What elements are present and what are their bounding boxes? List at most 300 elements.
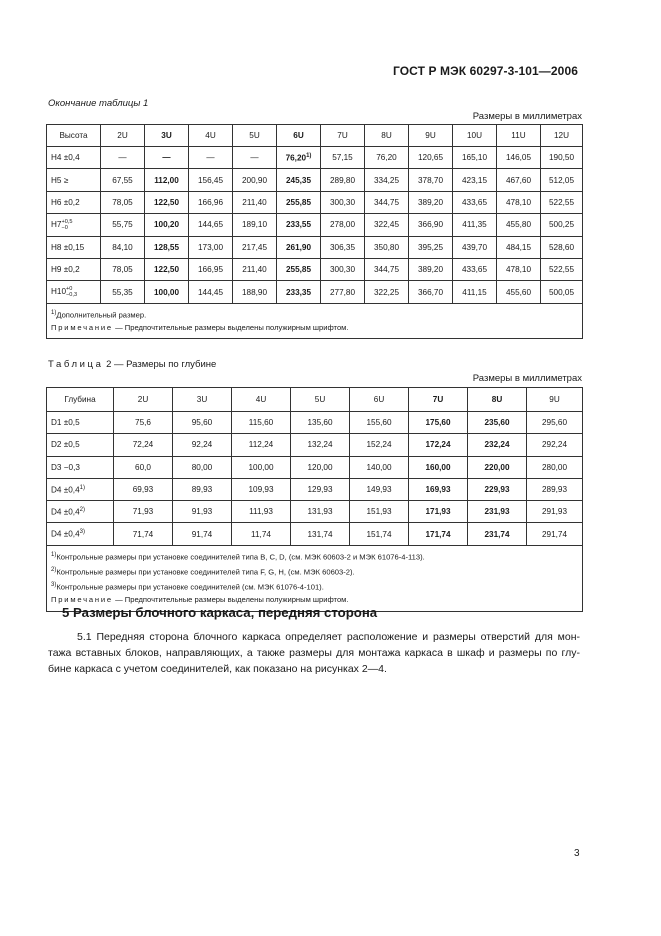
table2-cell: 72,24 bbox=[114, 434, 173, 456]
table1-cell bbox=[321, 147, 365, 169]
table1-cell bbox=[409, 147, 453, 169]
table2-cell: 120,00 bbox=[291, 456, 350, 478]
cell-value: 255,85 bbox=[285, 265, 312, 275]
tolerance-lower: −0 bbox=[61, 224, 68, 231]
note-text: — Предпочтительные размеры выделены полужирным шрифтом. bbox=[112, 322, 349, 332]
table2-header-cell: 4U bbox=[232, 388, 291, 412]
paragraph-line: тажа вставных блоков, направляющих, а также размеры для монтажа каркаса в шкаф и размеры по глу- bbox=[48, 646, 580, 659]
table1-cell bbox=[541, 147, 583, 169]
row-label-text: D4 ±0,4 bbox=[51, 530, 80, 539]
cell-value: 166,95 bbox=[197, 265, 224, 275]
cell-value: 189,10 bbox=[241, 220, 268, 230]
table1-cell bbox=[277, 191, 321, 213]
table1-cell bbox=[189, 147, 233, 169]
tolerance-stack bbox=[66, 286, 77, 298]
table2-footnote bbox=[51, 579, 578, 594]
table1-continuation-caption: Окончание таблицы 1 bbox=[48, 98, 149, 109]
cell-value: 144,65 bbox=[197, 220, 224, 230]
table2-cell: 232,24 bbox=[468, 434, 527, 456]
table2-cell: 131,74 bbox=[291, 523, 350, 545]
table1-cell bbox=[365, 281, 409, 303]
cell-value: 366,90 bbox=[417, 220, 444, 230]
table1-cell bbox=[189, 191, 233, 213]
table2-cell: 160,00 bbox=[409, 456, 468, 478]
table2-row-label bbox=[47, 523, 114, 545]
table1-header-cell: 12U bbox=[541, 125, 583, 147]
footnote-text: Контрольные размеры при установке соединителей (см. МЭК 61076-4-101). bbox=[56, 582, 324, 592]
table1-cell bbox=[101, 169, 145, 191]
table1-header-row bbox=[47, 125, 583, 147]
table2-row-label bbox=[47, 501, 114, 523]
cell-value: 411,35 bbox=[462, 220, 487, 230]
table2-caption bbox=[48, 359, 216, 370]
table1-cell bbox=[101, 214, 145, 236]
cell-value: 528,60 bbox=[548, 242, 575, 252]
cell-value: 200,90 bbox=[241, 175, 268, 185]
table1-header-cell: Высота bbox=[47, 125, 101, 147]
table2-cell: 152,24 bbox=[350, 434, 409, 456]
cell-value: 255,85 bbox=[285, 197, 312, 207]
cell-value: 455,60 bbox=[505, 287, 532, 297]
table1-cell bbox=[101, 236, 145, 258]
table2-row bbox=[47, 412, 583, 434]
table2-cell: 60,0 bbox=[114, 456, 173, 478]
table2-cell: 131,93 bbox=[291, 501, 350, 523]
table2-row-label bbox=[47, 434, 114, 456]
table2-footnote bbox=[51, 549, 578, 564]
table2-cell: 171,74 bbox=[409, 523, 468, 545]
cell-value: 165,10 bbox=[461, 153, 488, 163]
table1-cell bbox=[541, 214, 583, 236]
table2-header-cell: 9U bbox=[527, 388, 583, 412]
table1-cell bbox=[497, 191, 541, 213]
footnote-ref: 1) bbox=[79, 484, 85, 491]
table1-cell bbox=[277, 214, 321, 236]
table1-row bbox=[47, 281, 583, 303]
table2-cell: 151,93 bbox=[350, 501, 409, 523]
table2-header-row bbox=[47, 388, 583, 412]
table2-row-label bbox=[47, 456, 114, 478]
cell-value: 306,35 bbox=[329, 242, 356, 252]
table2-cell: 115,60 bbox=[232, 412, 291, 434]
cell-value: 334,25 bbox=[373, 175, 400, 185]
table1-row-label bbox=[47, 281, 101, 303]
table2-cell: 111,93 bbox=[232, 501, 291, 523]
cell-value: 344,75 bbox=[373, 265, 400, 275]
cell-value: 55,35 bbox=[112, 287, 133, 297]
cell-value: 411,15 bbox=[462, 287, 487, 297]
cell-value: 522,55 bbox=[548, 265, 575, 275]
table1-header-cell: 9U bbox=[409, 125, 453, 147]
tolerance-upper: +0 bbox=[66, 286, 73, 293]
cell-value: 289,80 bbox=[329, 175, 356, 185]
row-label-text: H5 ≥ bbox=[51, 175, 69, 185]
cell-value: 128,55 bbox=[153, 242, 180, 252]
cell-value: 389,20 bbox=[417, 265, 444, 275]
table1-cell bbox=[409, 169, 453, 191]
table1-cell bbox=[145, 258, 189, 280]
table2-cell: 172,24 bbox=[409, 434, 468, 456]
footnote-mark: 1) bbox=[51, 551, 57, 558]
table1-row bbox=[47, 147, 583, 169]
table1-cell bbox=[189, 214, 233, 236]
table1-cell bbox=[233, 258, 277, 280]
cell-value: 122,50 bbox=[153, 265, 180, 275]
table1-cell bbox=[189, 236, 233, 258]
table1-row bbox=[47, 169, 583, 191]
table1-cell bbox=[321, 258, 365, 280]
table2-depths bbox=[46, 387, 583, 612]
cell-value: 512,05 bbox=[548, 175, 575, 185]
table2-row bbox=[47, 478, 583, 500]
row-label-text: H9 ±0,2 bbox=[51, 265, 80, 275]
cell-value: 350,80 bbox=[373, 242, 400, 252]
table2-cell: 175,60 bbox=[409, 412, 468, 434]
table1-cell bbox=[277, 147, 321, 169]
cell-value: 112,00 bbox=[154, 175, 179, 185]
table1-cell bbox=[497, 169, 541, 191]
table1-row-label bbox=[47, 191, 101, 213]
table1-cell bbox=[409, 258, 453, 280]
table2-cell: 295,60 bbox=[527, 412, 583, 434]
table1-cell bbox=[453, 191, 497, 213]
table1-cell bbox=[409, 191, 453, 213]
table2-cell: 69,93 bbox=[114, 478, 173, 500]
table1-cell bbox=[189, 258, 233, 280]
table2-header-cell: 5U bbox=[291, 388, 350, 412]
cell-value: 433,65 bbox=[461, 265, 488, 275]
section-heading: 5 Размеры блочного каркаса, передняя сторона bbox=[62, 605, 378, 620]
table1-cell bbox=[453, 258, 497, 280]
cell-value: 76,20 bbox=[285, 153, 307, 163]
table1-header-cell: 4U bbox=[189, 125, 233, 147]
table1-notes bbox=[47, 303, 583, 339]
table2-cell: 91,93 bbox=[173, 501, 232, 523]
table1-cell bbox=[145, 169, 189, 191]
table1-cell bbox=[365, 191, 409, 213]
table1-row-label bbox=[47, 147, 101, 169]
cell-value: 500,05 bbox=[548, 287, 575, 297]
cell-value: 233,55 bbox=[285, 220, 312, 230]
table2-cell: 95,60 bbox=[173, 412, 232, 434]
cell-value: 55,75 bbox=[112, 220, 133, 230]
table1-row bbox=[47, 258, 583, 280]
table1-cell bbox=[541, 236, 583, 258]
table1-row bbox=[47, 214, 583, 236]
footnote-text: Контрольные размеры при установке соединителей типа F, G, H, (см. МЭК 60603-2). bbox=[56, 567, 355, 577]
paragraph-line: бине каркаса с учетом соединителей, как показано на рисунках 2—4. bbox=[48, 662, 387, 675]
footnote-text: Контрольные размеры при установке соединителей типа B, C, D, (см. МЭК 60603-2 и МЭК 61076-4-113). bbox=[56, 552, 425, 562]
table1-cell bbox=[497, 236, 541, 258]
row-label-text: D4 ±0,4 bbox=[51, 485, 80, 495]
table2-units: Размеры в миллиметрах bbox=[472, 373, 582, 384]
table2-footnote bbox=[51, 564, 578, 579]
cell-value: 366,70 bbox=[417, 287, 444, 297]
table1-cell bbox=[321, 191, 365, 213]
table1-cell bbox=[365, 169, 409, 191]
table2-cell: 235,60 bbox=[468, 412, 527, 434]
cell-value: 156,45 bbox=[197, 175, 224, 185]
table2-cell: 289,93 bbox=[527, 478, 583, 500]
table1-cell bbox=[365, 236, 409, 258]
table1-row-label bbox=[47, 258, 101, 280]
table1-cell bbox=[453, 169, 497, 191]
table1-cell bbox=[409, 214, 453, 236]
cell-value: 57,15 bbox=[332, 153, 353, 163]
table1-cell bbox=[277, 236, 321, 258]
cell-value: 120,65 bbox=[417, 153, 444, 163]
table2-cell: 231,74 bbox=[468, 523, 527, 545]
cell-value: 389,20 bbox=[417, 197, 444, 207]
table1-row bbox=[47, 236, 583, 258]
table1-cell bbox=[497, 147, 541, 169]
table1-header-cell: 2U bbox=[101, 125, 145, 147]
table1-cell bbox=[497, 281, 541, 303]
cell-value: 467,60 bbox=[505, 175, 532, 185]
cell-value: 261,90 bbox=[285, 242, 312, 252]
table1-cell bbox=[145, 236, 189, 258]
table1-header-cell: 3U bbox=[145, 125, 189, 147]
cell-value: — bbox=[118, 153, 127, 163]
cell-value: 233,35 bbox=[285, 287, 312, 297]
table1-row-label bbox=[47, 236, 101, 258]
cell-value: 522,55 bbox=[548, 197, 575, 207]
table2-cell: 231,93 bbox=[468, 501, 527, 523]
table2-row-label bbox=[47, 412, 114, 434]
note-label: Примечание bbox=[51, 595, 113, 605]
cell-value: 190,50 bbox=[548, 153, 575, 163]
table2-cell: 89,93 bbox=[173, 478, 232, 500]
cell-value: 484,15 bbox=[505, 242, 532, 252]
table2-header-cell: Глубина bbox=[47, 388, 114, 412]
footnote-ref: 3) bbox=[79, 529, 85, 536]
table1-header-cell: 7U bbox=[321, 125, 365, 147]
footnote-text: Дополнительный размер. bbox=[56, 310, 147, 320]
table1-cell bbox=[453, 147, 497, 169]
table1-cell bbox=[541, 191, 583, 213]
table2-cell: 112,24 bbox=[232, 434, 291, 456]
table1-cell bbox=[409, 281, 453, 303]
cell-value: 478,10 bbox=[505, 265, 532, 275]
table2-cell: 220,00 bbox=[468, 456, 527, 478]
cell-value: 378,70 bbox=[417, 175, 444, 185]
cell-value: 67,55 bbox=[112, 175, 133, 185]
cell-value: 146,05 bbox=[505, 153, 532, 163]
table1-units: Размеры в миллиметрах bbox=[472, 111, 582, 122]
cell-value: 144,45 bbox=[197, 287, 224, 297]
table2-caption-title: 2 — Размеры по глубине bbox=[103, 359, 217, 370]
standard-designation: ГОСТ Р МЭК 60297-3-101—2006 bbox=[393, 64, 578, 78]
cell-value: 423,15 bbox=[461, 175, 488, 185]
table1-cell bbox=[277, 169, 321, 191]
table2-header-cell: 8U bbox=[468, 388, 527, 412]
table1-footnote bbox=[51, 307, 578, 322]
table2-cell: 229,93 bbox=[468, 478, 527, 500]
table1-cell bbox=[365, 214, 409, 236]
table2-cell: 71,93 bbox=[114, 501, 173, 523]
note-label: Примечание bbox=[51, 322, 113, 332]
table1-cell bbox=[497, 258, 541, 280]
footnote-ref: 2) bbox=[79, 506, 85, 513]
table2-caption-word: Таблица bbox=[48, 359, 104, 370]
cell-value: — bbox=[206, 153, 215, 163]
table1-header-cell: 11U bbox=[497, 125, 541, 147]
cell-value: 300,30 bbox=[329, 265, 356, 275]
table1-cell bbox=[497, 214, 541, 236]
table1-row-label bbox=[47, 169, 101, 191]
table1-cell bbox=[365, 147, 409, 169]
table1-cell bbox=[233, 191, 277, 213]
table1-cell bbox=[453, 236, 497, 258]
table1-cell bbox=[233, 147, 277, 169]
cell-value: 78,05 bbox=[112, 265, 133, 275]
table1-cell bbox=[189, 281, 233, 303]
footnote-mark: 1) bbox=[51, 309, 57, 316]
cell-value: 344,75 bbox=[373, 197, 400, 207]
table2-cell: 11,74 bbox=[232, 523, 291, 545]
table2-notes bbox=[47, 545, 583, 611]
row-label-text: D4 ±0,4 bbox=[51, 507, 80, 517]
row-label-text: D2 ±0,5 bbox=[51, 440, 80, 450]
table2-cell: 91,74 bbox=[173, 523, 232, 545]
row-label-text: H4 ±0,4 bbox=[51, 153, 80, 163]
row-label-text: D1 ±0,5 bbox=[51, 418, 80, 428]
table2-cell: 171,93 bbox=[409, 501, 468, 523]
cell-value: 100,20 bbox=[153, 220, 180, 230]
table2-cell: 71,74 bbox=[114, 523, 173, 545]
table2-cell: 132,24 bbox=[291, 434, 350, 456]
table1-cell bbox=[233, 214, 277, 236]
cell-value: 84,10 bbox=[112, 242, 133, 252]
cell-value: 277,80 bbox=[329, 287, 356, 297]
cell-value: 78,05 bbox=[112, 197, 133, 207]
table2-row bbox=[47, 434, 583, 456]
page-number: 3 bbox=[574, 848, 580, 859]
table2-cell: 291,74 bbox=[527, 523, 583, 545]
cell-value: 100,00 bbox=[153, 287, 180, 297]
cell-value: 322,45 bbox=[373, 220, 400, 230]
tolerance-lower: −0,3 bbox=[66, 292, 78, 299]
table2-cell: 149,93 bbox=[350, 478, 409, 500]
table2-cell: 140,00 bbox=[350, 456, 409, 478]
table2-row bbox=[47, 456, 583, 478]
footnote-ref: 1) bbox=[306, 152, 312, 159]
table2-header-cell: 3U bbox=[173, 388, 232, 412]
table1-cell bbox=[453, 281, 497, 303]
table1-header-cell: 5U bbox=[233, 125, 277, 147]
row-label-text: D3 −0,3 bbox=[51, 462, 80, 472]
table1-cell bbox=[101, 258, 145, 280]
cell-value: 166,96 bbox=[197, 197, 224, 207]
cell-value: 211,40 bbox=[242, 197, 267, 207]
table2-row-label bbox=[47, 478, 114, 500]
table2-cell: 100,00 bbox=[232, 456, 291, 478]
tolerance-stack bbox=[61, 219, 72, 231]
table1-cell bbox=[145, 191, 189, 213]
table2-cell: 291,93 bbox=[527, 501, 583, 523]
table1-cell bbox=[233, 169, 277, 191]
table2-cell: 280,00 bbox=[527, 456, 583, 478]
cell-value: 455,80 bbox=[505, 220, 532, 230]
table1-header-cell: 6U bbox=[277, 125, 321, 147]
footnote-mark: 3) bbox=[51, 582, 57, 589]
table1-cell bbox=[541, 169, 583, 191]
table1-row-label bbox=[47, 214, 101, 236]
cell-value: 395,25 bbox=[417, 242, 444, 252]
table2-cell: 109,93 bbox=[232, 478, 291, 500]
cell-value: 478,10 bbox=[505, 197, 532, 207]
cell-value: 439,70 bbox=[461, 242, 488, 252]
table2-cell: 292,24 bbox=[527, 434, 583, 456]
cell-value: 500,25 bbox=[548, 220, 575, 230]
table1-cell bbox=[541, 258, 583, 280]
table2-cell: 129,93 bbox=[291, 478, 350, 500]
row-label-text: H10 bbox=[51, 287, 67, 297]
table1-cell bbox=[233, 281, 277, 303]
table2-notes-row bbox=[47, 545, 583, 611]
cell-value: 122,50 bbox=[153, 197, 180, 207]
table1-cell bbox=[321, 236, 365, 258]
table2-cell: 80,00 bbox=[173, 456, 232, 478]
cell-value: — bbox=[250, 153, 259, 163]
cell-value: 245,35 bbox=[285, 175, 312, 185]
table1-cell bbox=[321, 214, 365, 236]
table1-cell bbox=[101, 281, 145, 303]
table1-cell bbox=[233, 236, 277, 258]
table2-row bbox=[47, 523, 583, 545]
table1-cell bbox=[189, 169, 233, 191]
section-paragraph bbox=[48, 630, 580, 677]
table2-row bbox=[47, 501, 583, 523]
table1-notes-row bbox=[47, 303, 583, 339]
table1-cell bbox=[145, 147, 189, 169]
row-label-text: H8 ±0,15 bbox=[51, 242, 85, 252]
table1-row bbox=[47, 191, 583, 213]
table1-cell bbox=[365, 258, 409, 280]
cell-value: 278,00 bbox=[329, 220, 356, 230]
table2-cell: 151,74 bbox=[350, 523, 409, 545]
table2-cell: 169,93 bbox=[409, 478, 468, 500]
table1-cell bbox=[453, 214, 497, 236]
row-label-text: H7 bbox=[51, 220, 62, 230]
table1-header-cell: 10U bbox=[453, 125, 497, 147]
cell-value: 322,25 bbox=[373, 287, 400, 297]
table1-cell bbox=[101, 191, 145, 213]
tolerance-upper: +0,5 bbox=[61, 218, 73, 225]
table2-cell: 75,6 bbox=[114, 412, 173, 434]
table1-cell bbox=[321, 281, 365, 303]
row-label-text: H6 ±0,2 bbox=[51, 197, 80, 207]
table1-heights bbox=[46, 124, 583, 339]
cell-value: 211,40 bbox=[242, 265, 267, 275]
table1-cell bbox=[145, 214, 189, 236]
table1-cell bbox=[321, 169, 365, 191]
table2-cell: 135,60 bbox=[291, 412, 350, 434]
cell-value: 300,30 bbox=[329, 197, 356, 207]
table2-cell: 155,60 bbox=[350, 412, 409, 434]
cell-value: 173,00 bbox=[197, 242, 224, 252]
table1-cell bbox=[101, 147, 145, 169]
cell-value: 433,65 bbox=[461, 197, 488, 207]
table2-header-cell: 7U bbox=[409, 388, 468, 412]
cell-value: 76,20 bbox=[376, 153, 397, 163]
table1-cell bbox=[145, 281, 189, 303]
cell-value: 188,90 bbox=[241, 287, 268, 297]
table1-cell bbox=[541, 281, 583, 303]
table2-header-cell: 2U bbox=[114, 388, 173, 412]
table1-header-cell: 8U bbox=[365, 125, 409, 147]
paragraph-line: 5.1 Передняя сторона блочного каркаса определяет расположение и размеры отверстий для мон- bbox=[77, 631, 580, 643]
